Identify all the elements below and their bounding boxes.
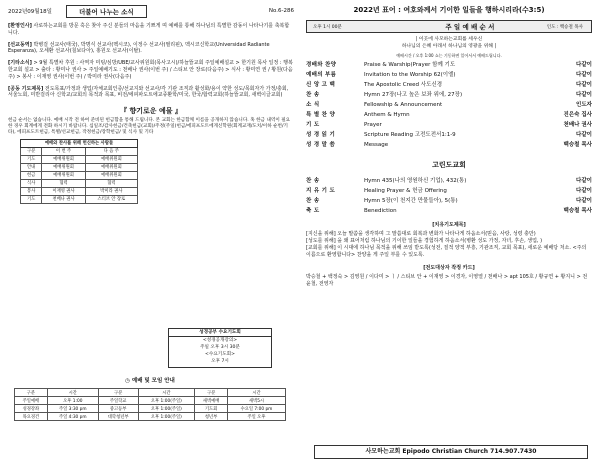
evangelism-list: 박승철 + 백정숙 > 김영원 / 이다미 > ㅣ / 스티브 안 + 이재영 > 이경자, 이영열 / 천배나 > apt 105호 / 황규연 + 황지니 > 전윤철, 전영자 xyxy=(306,274,588,287)
order-leader: 다같이 xyxy=(576,62,592,68)
order-desc: Praise & Warship(Prayer 함께 기도 xyxy=(364,62,456,68)
table-cell: 주일 3:30 pm xyxy=(47,405,98,413)
table-cell: 대학청년부 xyxy=(98,413,138,421)
worship-order-bar xyxy=(306,20,592,33)
table-cell: 수요일 7:00 pm xyxy=(227,405,285,413)
section-heading: [공동 기도제목] xyxy=(8,85,44,92)
order-label: 찬 송 xyxy=(306,198,320,204)
year-motto: 2022년 표어 : 여호와께서 기이한 일들을 행하시리라(수3:5) xyxy=(353,6,545,14)
table-cell: 예배위원회 xyxy=(42,163,85,171)
sermon-title: 고린도교회 xyxy=(432,161,466,169)
order-leader: 다같이 xyxy=(576,82,592,88)
order-desc: Hymn 27장(나고 높은 보좌 위에, 27장) xyxy=(364,92,463,98)
evangelism-title: [전도대상자 작정 카드] xyxy=(423,265,475,271)
section-text: 사로하는교회를 방문 혹은 찾아 주신 분들의 마음을 기쁘게 며 예배를 통해 하나님의 특별한 감동이 나타나기를 축복합니다. xyxy=(8,23,290,36)
table-cell: 박미라 권사 xyxy=(85,187,137,195)
news-title: 더불어 나누는 소식 xyxy=(66,5,147,18)
schedule-title-text: 예배 및 모임 안내 xyxy=(131,378,175,384)
list-item xyxy=(306,90,592,100)
section-heading: [환영인사] xyxy=(8,23,32,29)
table-cell: 예배위원회 xyxy=(85,171,137,179)
order-leader: 천배나 권사 xyxy=(563,122,592,128)
order-desc: Benediction xyxy=(364,208,397,214)
order-label: 기 도 xyxy=(306,122,320,128)
table-cell: 헌금 xyxy=(21,171,42,179)
list-item xyxy=(306,186,592,196)
order-desc: Hymn 435(나의 영원하신 기업), 432(통) xyxy=(364,178,467,184)
list-item xyxy=(306,80,592,90)
order-leader: 다같이 xyxy=(576,132,592,138)
clock-icon: ◷ xyxy=(125,378,130,384)
box-line: 주일 오후 3시 30분 xyxy=(200,345,240,350)
column-header: 시간 xyxy=(227,389,285,397)
table-cell: 새벽5시 xyxy=(227,397,285,405)
service-note: 예배시간 / 오후 1:00 쇼는 기동하면 일어서서 예배드립니다. xyxy=(396,53,502,58)
order-desc: Invitation to the Worship 62(이엘) xyxy=(364,72,456,78)
section-heading: [선교동역] xyxy=(8,41,32,48)
table-cell: 예배위원회 xyxy=(85,163,137,171)
table-cell: 천배나 권사 xyxy=(42,195,85,203)
section-text: 전도목표/가정과 생업/자체교회인증/선교지와 선교사/각 기관 조직과 활성화/용이 약한 성도/목회자가 가정/충회, 서울노회, 미반걸리아 신학교/교회의 목적과 목표, 비전/에피파도트에교쥬환학/미국, 한국/합력교회(하늘뜰교회, 새벽이글교회) xyxy=(8,85,289,99)
intro-text xyxy=(306,36,592,50)
offering-note: 헌금 순서는 없습니다. 예배 시작 전 하여 준비된 헌금함을 통해 드립니다. 본 교회는 한금함께 이름을 공개하지 않습니다. 혹 한금 내역이 필요한 경우 회계에게 전화 하시기 바랍니다. 십일조/감사헌금/건축헌금(교회)/주정(주일)헌금/에피프도트에게신학원(회계교재/도치/이하 순번/기타), 에피프도트헌금, 특별/선교헌금, 작정헌금/장학헌금/ 및 식사 및 기타 xyxy=(8,118,291,135)
order-label: 지 유 기 도 xyxy=(306,188,336,194)
order-label: 찬 송 xyxy=(306,92,320,98)
table-cell: 기도 xyxy=(21,155,42,163)
prayer-topics xyxy=(306,222,592,259)
order-leader: 다같이 xyxy=(576,92,592,98)
issue-number: No.6-286 xyxy=(268,8,294,14)
mission-section xyxy=(8,42,294,56)
bible-study-box xyxy=(168,328,272,368)
table-row xyxy=(15,413,286,421)
table-cell: 협력 xyxy=(85,179,137,187)
column-header: 시간 xyxy=(138,389,195,397)
table-cell: 주일예배 xyxy=(15,397,48,405)
prayer-item: [성도를 위해] 을 왜 표어처럼 하나님의 기이한 일들을 경험하게 하옵소서(병환 성도 가정, 자녀, 후손, 생업, ) xyxy=(306,238,543,244)
table-cell: 기도 xyxy=(21,195,42,203)
order-label: 성 경 읽 기 xyxy=(306,132,336,138)
table-cell: 주일 4:30 pm xyxy=(47,413,98,421)
order-desc: The Apostolic Creed 사도신경 xyxy=(364,82,443,88)
column-header: 구분 xyxy=(21,147,42,155)
church-footer: 사모하는교회 Epipodo Christian Church 714.907.7430 xyxy=(314,445,588,459)
order-desc: Message xyxy=(364,142,389,148)
section-text: 박병걸 선교사(태국), 박명식 선교사(멕시코), 이정수 선교사(필리핀), 멕시코신학교(Universidad Radiante Esperanza), 오세환 선교사(칠보다아), 홍원오 선교사(이탈). xyxy=(8,41,270,55)
prayer-section xyxy=(8,86,294,100)
order-desc: Scripture Reading 고전도전서1:1-9 xyxy=(364,132,456,138)
box-line: 오후 7시 xyxy=(211,359,229,364)
column-header: 이 번 주 xyxy=(42,147,85,155)
table-cell: 이재영 권사 xyxy=(42,187,85,195)
section-heading: [기타소식] xyxy=(8,60,32,67)
list-item xyxy=(306,140,592,150)
table-cell: 예배위원회 xyxy=(85,155,137,163)
list-item xyxy=(306,60,592,70)
order-leader: 다같이 xyxy=(576,72,592,78)
prayer-item: [지신을 위해] 오늘 말씀을 생각하며 그 말씀대로 회복과 변화가 나타나게 하옵소서(믿음, 사랑, 성령 충만) xyxy=(306,231,536,237)
table-row xyxy=(21,155,138,163)
order-label: 신 앙 고 백 xyxy=(306,82,336,88)
order-label: 축 도 xyxy=(306,208,320,214)
prayer-item: [교회를 위해] 이 시대에 하나님 목적을 위해 쓰임 받도록(성전, 질적 양적 부흥, 기관조직, 교회 목표), 새로운 예배당 처소. <주의 이름으로 환영합니다> 찬양을 게 주일 부를 수 있도록. xyxy=(306,245,587,258)
table-cell: 오후 1:00(주일) xyxy=(138,413,195,421)
table-cell: 예배위원회 xyxy=(42,171,85,179)
servants-table xyxy=(20,139,138,204)
column-header: 다 음 주 xyxy=(85,147,137,155)
table-cell: 성경강좌 xyxy=(15,405,48,413)
list-item xyxy=(306,196,592,206)
order-leader: 백승철 목사 xyxy=(563,208,592,214)
table-cell: 오후 1:00(주일) xyxy=(138,397,195,405)
table-row xyxy=(21,187,138,195)
order-desc: Fellowship & Announcement xyxy=(364,102,443,108)
box-heading: 성경공부 수요기도회 xyxy=(169,329,271,337)
service-leader: 인도 : 백승철 목사 xyxy=(546,24,583,30)
order-leader: 인도자 xyxy=(576,102,592,108)
table-cell: 중고등부 xyxy=(98,405,138,413)
order-label: 찬 송 xyxy=(306,178,320,184)
prayer-title: [치유기도제목] xyxy=(432,222,466,228)
table-cell: 오후 1:00(주일) xyxy=(138,405,195,413)
table-cell: 협력 xyxy=(42,179,85,187)
bulletin-date: 2022년09월18일 xyxy=(8,9,52,15)
order-label: 특 별 찬 양 xyxy=(306,112,336,118)
table-row xyxy=(15,397,286,405)
list-item xyxy=(306,70,592,80)
intro-line: | 이곳에 사모하는교회를 세우신 xyxy=(415,37,483,42)
table-row xyxy=(15,405,286,413)
order-label: 경배와 찬양 xyxy=(306,62,337,68)
schedule-title xyxy=(0,376,300,384)
table-row xyxy=(21,179,138,187)
worship-order-title: 주 일 예 배 순 서 xyxy=(445,23,495,31)
table-cell: 스티브 안 장로 xyxy=(85,195,137,203)
column-header: 구분 xyxy=(195,389,228,397)
box-line: <성경공개강의> xyxy=(202,338,238,343)
box-line: <수요기도회> xyxy=(205,352,235,357)
left-header xyxy=(8,4,294,18)
list-item xyxy=(306,206,592,216)
table-cell: 안내 xyxy=(21,163,42,171)
service-time: 오후 1시 00분 xyxy=(313,24,342,30)
table-cell: 식사 xyxy=(21,179,42,187)
order-leader: 다같이 xyxy=(576,198,592,204)
news-section xyxy=(8,60,294,80)
order-label: 성 경 말 씀 xyxy=(306,142,336,148)
column-header: 시간 xyxy=(47,389,98,397)
bulletin-right-page xyxy=(300,0,600,464)
order-desc: Healing Prayer & 헌금 Offering xyxy=(364,188,447,194)
table-cell: 오후 1:00 xyxy=(47,397,98,405)
list-item xyxy=(306,176,592,186)
order-leader: 백승철 목사 xyxy=(563,142,592,148)
table-cell: 기도회 xyxy=(195,405,228,413)
column-header: 구분 xyxy=(15,389,48,397)
table-cell: 새벽예배 xyxy=(195,397,228,405)
order-leader: 다같이 xyxy=(576,178,592,184)
table-cell: 주일 오후 xyxy=(227,413,285,421)
welcome-section xyxy=(8,23,294,37)
list-item xyxy=(306,110,592,120)
table-caption: 예배와 찬사를 위해 헌신하는 사람들 xyxy=(21,139,138,147)
list-item xyxy=(306,120,592,130)
order-desc: Anthem & Hymn xyxy=(364,112,410,118)
schedule-table xyxy=(14,388,286,421)
table-cell: 예배위원회 xyxy=(42,155,85,163)
table-row xyxy=(21,163,138,171)
table-row xyxy=(21,195,138,203)
order-desc: Hymn 5장(이 천지간 만물들아), 5(통) xyxy=(364,198,458,204)
worship-order-list xyxy=(306,60,592,150)
order-label: 예배의 부름 xyxy=(306,72,337,78)
list-item xyxy=(306,100,592,110)
closing-order-list xyxy=(306,176,592,216)
column-header: 구분 xyxy=(98,389,138,397)
order-leader: 다같이 xyxy=(576,188,592,194)
table-cell: 목요경건 xyxy=(15,413,48,421)
table-row xyxy=(21,171,138,179)
offering-title: 『 향기로운 예물 』 xyxy=(120,107,182,116)
table-cell: 청년부 xyxy=(195,413,228,421)
order-desc: Prayer xyxy=(364,122,382,128)
table-cell: 봉사 xyxy=(21,187,42,195)
order-label: 소 식 xyxy=(306,102,320,108)
list-item xyxy=(306,130,592,140)
section-text: > 9월 특별차 후원 : 사역자 미팅/심방/UBE/교사위원회(목사고시)/하늘뜰교회 주일예배설교 > 한기원 목사 일정 : 행복한교회 설교 > 출타 : 황미나 권사 > 주일예배기도 : 천배나 권사(이번 주) / 스티브 안 장로(다음주) > 식사 : 황미연 권 / 황원(다음주) > 봉사 : 이재영 권사(이번 주) / 박미라 권사(다음주) xyxy=(8,60,293,80)
intro-line: 하나님의 은혜 아래서 하나님의 영광을 위해 | xyxy=(401,44,497,49)
table-cell: 주일학교 xyxy=(98,397,138,405)
evangelism-card xyxy=(306,265,592,288)
order-leader: 진은숙 집사 xyxy=(563,112,592,118)
